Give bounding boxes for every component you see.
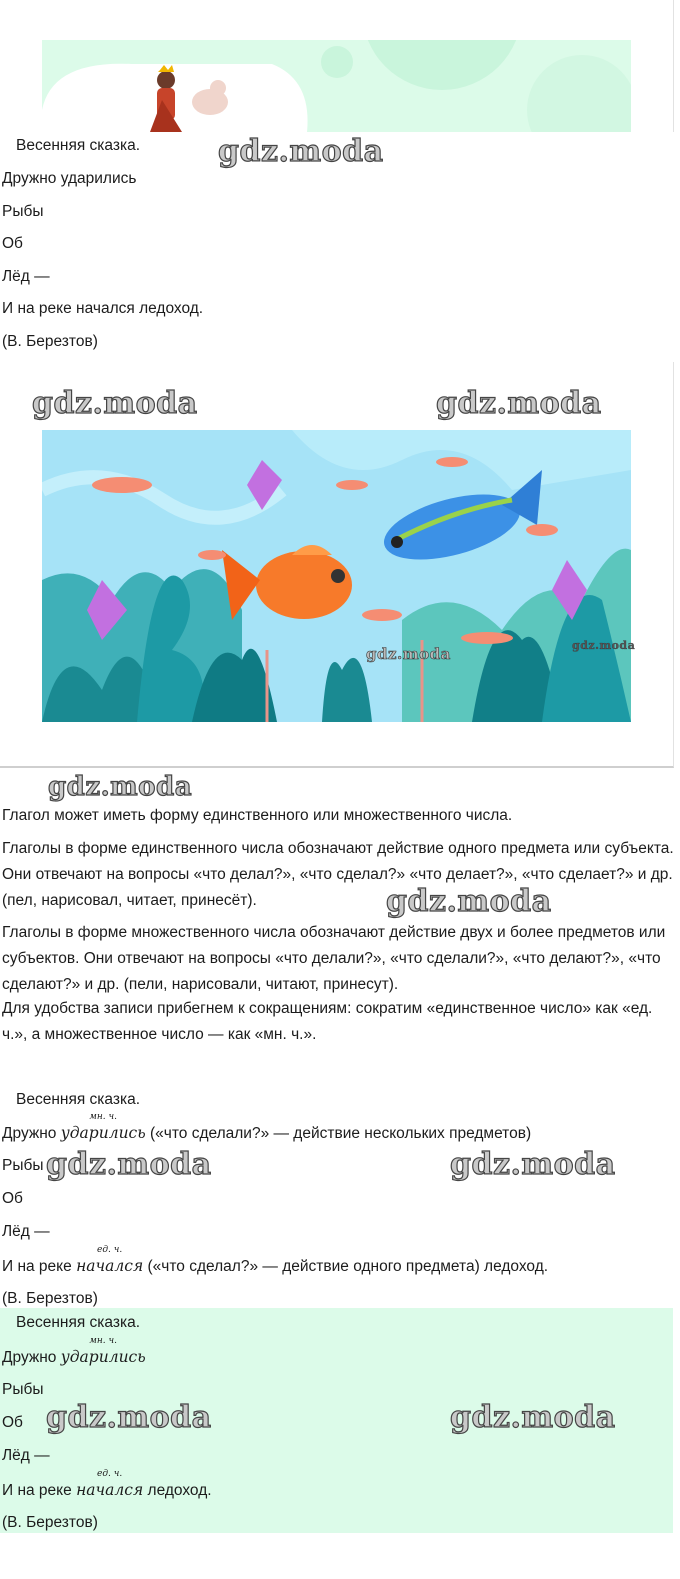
verb-text: ударились: [60, 1348, 146, 1366]
answer-line: Рыбы: [2, 1381, 44, 1398]
line-text: И на реке: [2, 1482, 77, 1499]
line-text: И на реке: [2, 1258, 77, 1275]
analysis-line: Рыбы: [2, 1157, 44, 1174]
watermark: gdz.moda: [218, 134, 384, 169]
answer-title: Весенняя сказка.: [16, 1314, 141, 1331]
watermark: gdz.moda: [48, 772, 193, 802]
line-text: («что сделал?» — действие одного предмета) ледоход.: [143, 1258, 549, 1275]
theory-paragraph: Глагол может иметь форму единственного или множественного числа.: [2, 807, 513, 824]
theory-paragraph: Глаголы в форме единственного числа обозначают действие одного предмета или субъекта. Они отвечают на вопросы «что делал?», «что сделал?» «что делает?», «что сделает?» и др. (пел, нарисовал, читает, принесёт).: [2, 840, 674, 909]
theory-paragraph: Глаголы в форме множественного числа обозначают действие двух и более предметов или субъектов. Они отвечают на вопросы «что делали?», «что сделали?», «что делают?», «что сделают?» и др. (пели, нарисовали, читают, принесут).: [2, 924, 666, 993]
analysis-line: [2, 1112, 532, 1143]
line-text: Дружно: [2, 1125, 61, 1142]
watermark: gdz.moda: [436, 386, 602, 421]
analysis-line: [2, 1245, 549, 1276]
line-text: («что сделали?» — действие нескольких предметов): [145, 1125, 532, 1142]
line-text: ледоход.: [143, 1482, 212, 1499]
analysis-line: Лёд —: [2, 1223, 50, 1240]
watermark: gdz.moda: [450, 1400, 616, 1435]
poem-line: Лёд —: [2, 268, 50, 285]
answer-line: [2, 1336, 146, 1367]
poem-title: Весенняя сказка.: [16, 137, 141, 154]
watermark: gdz.moda: [572, 639, 636, 652]
header-illustration: [42, 40, 631, 132]
verb: [60, 1336, 146, 1366]
analysis-line: Об: [2, 1190, 23, 1207]
number-mark: мн. ч.: [89, 1112, 117, 1122]
watermark: gdz.moda: [450, 1147, 616, 1182]
analysis-author: (В. Березтов): [2, 1290, 98, 1307]
poem-line: Рыбы: [2, 203, 44, 220]
answer-line: [2, 1469, 212, 1500]
line-text: Дружно: [2, 1349, 61, 1366]
princess-illustration: [42, 40, 631, 132]
poem-line: И на реке начался ледоход.: [2, 300, 204, 317]
verb: [76, 1245, 144, 1275]
verb-text: начался: [76, 1481, 144, 1499]
theory-paragraph: Для удобства записи прибегнем к сокращениям: сократим «единственное число» как «ед. ч.», а множественное число — как «мн. ч.».: [2, 1000, 653, 1043]
watermark: gdz.moda: [46, 1400, 212, 1435]
answer-author: (В. Березтов): [2, 1514, 98, 1531]
poem-author: (В. Березтов): [2, 333, 98, 350]
answer-line: Лёд —: [2, 1447, 50, 1464]
poem-line: Об: [2, 235, 23, 252]
aquarium-illustration: [42, 430, 631, 722]
number-mark: ед. ч.: [97, 1469, 123, 1479]
verb-text: начался: [76, 1257, 144, 1275]
watermark: gdz.moda: [46, 1147, 212, 1182]
verb: [76, 1469, 144, 1499]
number-mark: ед. ч.: [97, 1245, 123, 1255]
answer-line: Об: [2, 1414, 23, 1431]
watermark: gdz.moda: [386, 884, 552, 919]
number-mark: мн. ч.: [89, 1336, 117, 1346]
analysis-title: Весенняя сказка.: [16, 1091, 141, 1108]
verb-text: ударились: [60, 1124, 146, 1142]
poem-line: Дружно ударились: [2, 170, 137, 187]
watermark: gdz.moda: [366, 645, 451, 663]
watermark: gdz.moda: [32, 386, 198, 421]
verb: [60, 1112, 146, 1142]
